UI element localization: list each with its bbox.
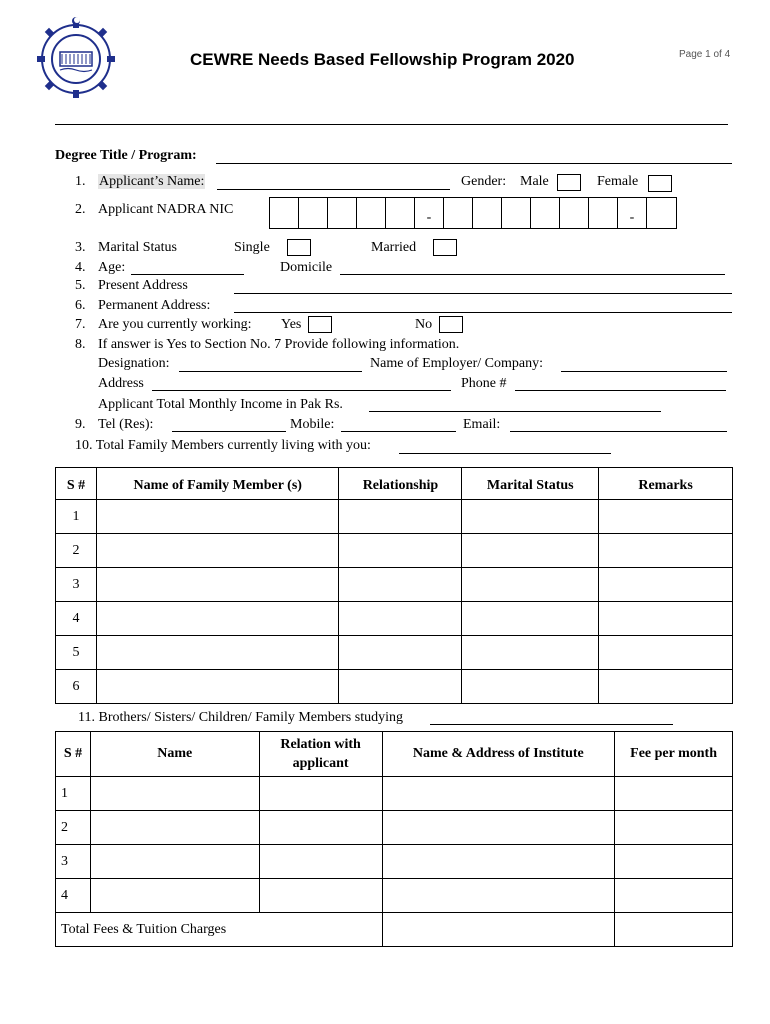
q6-number: 6. bbox=[75, 298, 86, 313]
table-cell[interactable] bbox=[599, 568, 733, 602]
table-row bbox=[56, 811, 733, 845]
table-cell[interactable] bbox=[462, 568, 599, 602]
income-field[interactable] bbox=[369, 411, 661, 412]
table-header: Name of Family Member (s) bbox=[96, 468, 339, 500]
applicant-name-field[interactable] bbox=[217, 189, 450, 190]
degree-label: Degree Title / Program: bbox=[55, 148, 197, 163]
table-row bbox=[56, 636, 733, 670]
nic-digit-box[interactable] bbox=[299, 198, 328, 228]
q2-number: 2. bbox=[75, 202, 86, 217]
table-cell[interactable] bbox=[462, 670, 599, 704]
table-cell[interactable] bbox=[96, 670, 339, 704]
table-header: S # bbox=[56, 732, 91, 777]
table-row bbox=[56, 777, 733, 811]
table-cell[interactable] bbox=[96, 500, 339, 534]
row-number: 1 bbox=[56, 777, 91, 811]
phone-label: Phone # bbox=[461, 376, 507, 391]
table-cell[interactable] bbox=[599, 534, 733, 568]
table-header: Name & Address of Institute bbox=[382, 732, 615, 777]
table-cell[interactable] bbox=[96, 534, 339, 568]
table-header: Name bbox=[90, 732, 259, 777]
q8-instruction: If answer is Yes to Section No. 7 Provide following information. bbox=[98, 337, 460, 352]
table-row bbox=[56, 500, 733, 534]
table-header: S # bbox=[56, 468, 97, 500]
table-cell[interactable] bbox=[382, 811, 615, 845]
table-cell[interactable] bbox=[339, 636, 462, 670]
table-cell[interactable] bbox=[259, 845, 382, 879]
table-cell[interactable] bbox=[382, 879, 615, 913]
family-members-table bbox=[55, 467, 733, 704]
studying-members-table bbox=[55, 731, 733, 947]
nic-digit-box[interactable] bbox=[444, 198, 473, 228]
table-cell[interactable] bbox=[339, 670, 462, 704]
nic-digit-box[interactable] bbox=[589, 198, 618, 228]
nic-digit-box[interactable] bbox=[386, 198, 415, 228]
married-label: Married bbox=[371, 240, 417, 255]
marital-status-label: Marital Status bbox=[98, 240, 177, 255]
table-cell[interactable] bbox=[615, 811, 733, 845]
q10-label: 10. Total Family Members currently living with you: bbox=[75, 438, 371, 453]
q8-number: 8. bbox=[75, 337, 86, 352]
row-number: 3 bbox=[56, 568, 97, 602]
studying-field[interactable] bbox=[430, 724, 673, 725]
row-number: 4 bbox=[56, 879, 91, 913]
table-header: Relationship bbox=[339, 468, 462, 500]
table-cell[interactable] bbox=[259, 811, 382, 845]
document-title: CEWRE Needs Based Fellowship Program 2020 bbox=[190, 50, 575, 69]
nic-digit-box[interactable] bbox=[560, 198, 589, 228]
table-row bbox=[56, 568, 733, 602]
designation-label: Designation: bbox=[98, 356, 170, 371]
q4-number: 4. bbox=[75, 260, 86, 275]
table-cell[interactable] bbox=[462, 500, 599, 534]
table-cell[interactable] bbox=[462, 602, 599, 636]
domicile-field[interactable] bbox=[340, 274, 725, 275]
permanent-address-field[interactable] bbox=[234, 312, 732, 313]
q11-label: 11. Brothers/ Sisters/ Children/ Family Members studying bbox=[78, 710, 403, 725]
total-fees-cell[interactable] bbox=[615, 913, 733, 947]
degree-field[interactable] bbox=[216, 163, 732, 164]
nic-digit-box[interactable] bbox=[328, 198, 357, 228]
nic-digit-box[interactable] bbox=[357, 198, 386, 228]
table-row bbox=[56, 602, 733, 636]
header-divider bbox=[55, 124, 728, 125]
total-fees-label: Total Fees & Tuition Charges bbox=[56, 913, 383, 947]
age-field[interactable] bbox=[131, 274, 244, 275]
family-count-field[interactable] bbox=[399, 453, 611, 454]
yes-checkbox[interactable] bbox=[308, 316, 332, 333]
table-cell[interactable] bbox=[90, 845, 259, 879]
employer-label: Name of Employer/ Company: bbox=[370, 356, 544, 371]
applicant-name-label: Applicant’s Name: bbox=[99, 174, 205, 189]
nic-digit-box[interactable] bbox=[473, 198, 502, 228]
table-cell[interactable] bbox=[96, 568, 339, 602]
row-number: 5 bbox=[56, 636, 97, 670]
table-cell[interactable] bbox=[615, 879, 733, 913]
single-checkbox[interactable] bbox=[287, 239, 311, 256]
table-header: Relation with applicant bbox=[259, 732, 382, 777]
no-checkbox[interactable] bbox=[439, 316, 463, 333]
male-checkbox[interactable] bbox=[557, 174, 581, 191]
table-cell[interactable] bbox=[599, 636, 733, 670]
row-number: 6 bbox=[56, 670, 97, 704]
employer-field[interactable] bbox=[561, 371, 727, 372]
table-cell[interactable] bbox=[339, 602, 462, 636]
table-cell[interactable] bbox=[382, 913, 615, 947]
female-checkbox[interactable] bbox=[648, 175, 672, 192]
table-cell[interactable] bbox=[382, 845, 615, 879]
table-cell[interactable] bbox=[462, 534, 599, 568]
table-cell[interactable] bbox=[615, 845, 733, 879]
address-label: Address bbox=[98, 376, 144, 391]
table-header: Remarks bbox=[599, 468, 733, 500]
row-number: 2 bbox=[56, 811, 91, 845]
age-label: Age: bbox=[98, 260, 126, 275]
table-cell[interactable] bbox=[96, 636, 339, 670]
table-cell[interactable] bbox=[599, 670, 733, 704]
row-number: 1 bbox=[56, 500, 97, 534]
table-cell[interactable] bbox=[90, 811, 259, 845]
tel-label: Tel (Res): bbox=[98, 417, 154, 432]
yes-label: Yes bbox=[281, 317, 302, 332]
nic-boxes bbox=[269, 197, 677, 229]
single-label: Single bbox=[234, 240, 270, 255]
nic-dash-box: - bbox=[618, 198, 647, 228]
table-cell[interactable] bbox=[462, 636, 599, 670]
nic-dash-box: - bbox=[415, 198, 444, 228]
q5-number: 5. bbox=[75, 278, 86, 293]
married-checkbox[interactable] bbox=[433, 239, 457, 256]
table-cell[interactable] bbox=[615, 777, 733, 811]
table-cell[interactable] bbox=[339, 568, 462, 602]
present-address-field[interactable] bbox=[234, 293, 732, 294]
table-cell[interactable] bbox=[259, 879, 382, 913]
permanent-address-label: Permanent Address: bbox=[98, 298, 211, 313]
working-label: Are you currently working: bbox=[98, 317, 252, 332]
table-header: Marital Status bbox=[462, 468, 599, 500]
nic-digit-box[interactable] bbox=[647, 198, 676, 228]
domicile-label: Domicile bbox=[280, 260, 333, 275]
female-label: Female bbox=[597, 174, 639, 189]
mobile-field[interactable] bbox=[341, 431, 456, 432]
table-cell[interactable] bbox=[339, 500, 462, 534]
male-label: Male bbox=[520, 174, 549, 189]
table-row bbox=[56, 845, 733, 879]
employer-address-field[interactable] bbox=[152, 390, 451, 391]
nic-label: Applicant NADRA NIC bbox=[98, 202, 234, 217]
email-field[interactable] bbox=[510, 431, 727, 432]
row-number: 4 bbox=[56, 602, 97, 636]
phone-field[interactable] bbox=[515, 390, 726, 391]
table-header: Fee per month bbox=[615, 732, 733, 777]
page-number: Page 1 of 4 bbox=[679, 49, 731, 60]
email-label: Email: bbox=[463, 417, 501, 432]
tel-field[interactable] bbox=[172, 431, 286, 432]
table-cell[interactable] bbox=[96, 602, 339, 636]
present-address-label: Present Address bbox=[98, 278, 188, 293]
table-row bbox=[56, 879, 733, 913]
table-row bbox=[56, 670, 733, 704]
nic-digit-box[interactable] bbox=[531, 198, 560, 228]
table-cell[interactable] bbox=[259, 777, 382, 811]
table-cell[interactable] bbox=[90, 777, 259, 811]
income-label: Applicant Total Monthly Income in Pak Rs. bbox=[98, 397, 343, 412]
table-cell[interactable] bbox=[339, 534, 462, 568]
row-number: 2 bbox=[56, 534, 97, 568]
table-cell[interactable] bbox=[599, 500, 733, 534]
q9-number: 9. bbox=[75, 417, 86, 432]
nic-digit-box[interactable] bbox=[502, 198, 531, 228]
no-label: No bbox=[415, 317, 433, 332]
q7-number: 7. bbox=[75, 317, 86, 332]
table-cell[interactable] bbox=[599, 602, 733, 636]
total-row bbox=[56, 913, 733, 947]
q1-number: 1. bbox=[75, 174, 86, 189]
table-row bbox=[56, 534, 733, 568]
gender-label: Gender: bbox=[461, 174, 507, 189]
row-number: 3 bbox=[56, 845, 91, 879]
table-cell[interactable] bbox=[382, 777, 615, 811]
designation-field[interactable] bbox=[179, 371, 362, 372]
university-logo bbox=[33, 14, 119, 100]
nic-digit-box[interactable] bbox=[270, 198, 299, 228]
table-cell[interactable] bbox=[90, 879, 259, 913]
mobile-label: Mobile: bbox=[290, 417, 335, 432]
q3-number: 3. bbox=[75, 240, 86, 255]
